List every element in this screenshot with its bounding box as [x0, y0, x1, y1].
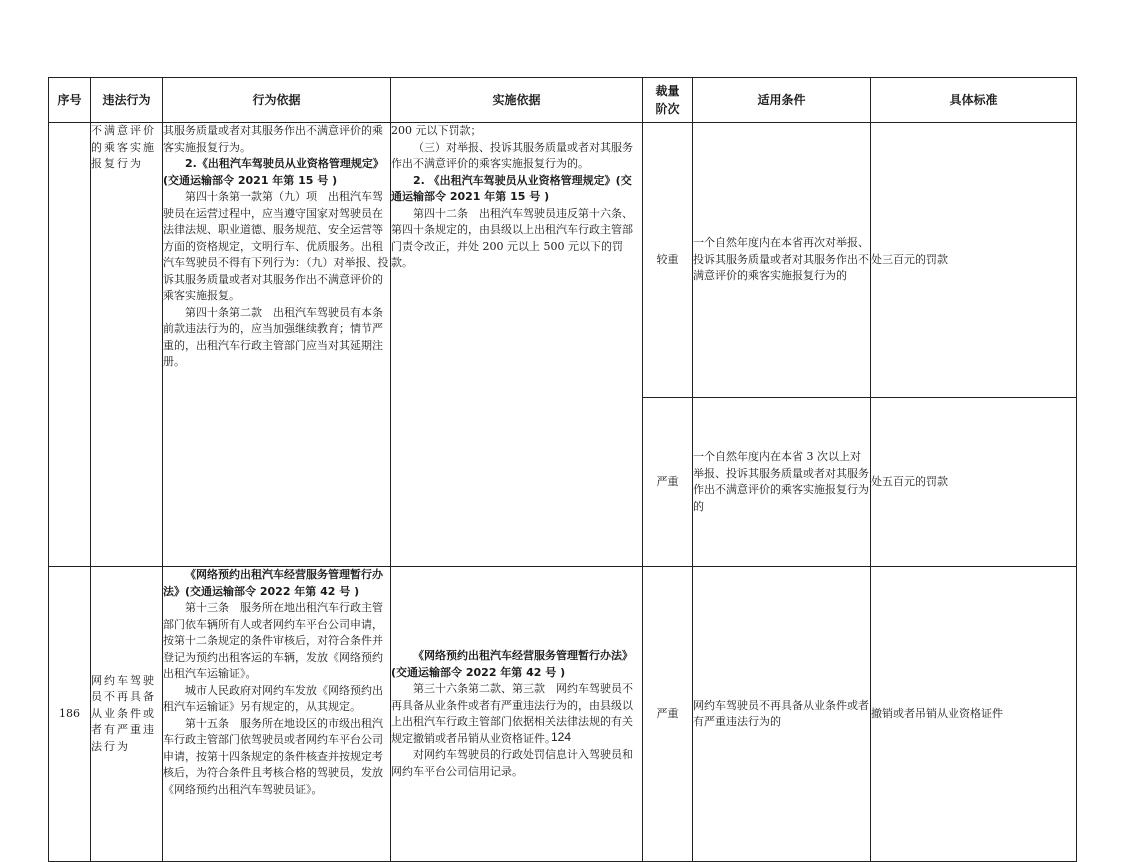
table-row [49, 567, 1077, 862]
header-standard: 具体标准 [871, 78, 1077, 123]
violation-cell: 网约车驾驶员不再具备从业条件或者有严重违法行为 [91, 567, 163, 862]
header-implementation: 实施依据 [391, 78, 643, 123]
implementation-text: 对网约车驾驶员的行政处罚信息计入驾驶员和网约车平台公司信用记录。 [391, 748, 633, 778]
basis-text: 第十五条 服务所在地设区的市级出租汽车行政主管部门依驾驶员或者网约车平台公司申请，按第十四条规定的条件核查并按规定考核后，为符合条件且考核合格的驾驶员，发放《网络预约出租汽车驾驶员证》。 [163, 716, 383, 796]
header-level-line1: 裁量 [655, 84, 680, 98]
violation-cell [91, 123, 163, 567]
basis-text: 其服务质量或者对其服务作出不满意评价的乘客实施报复行为。 [163, 124, 383, 154]
index-cell [49, 123, 91, 567]
standard-cell: 处三百元的罚款 [871, 123, 1077, 398]
implementation-text: 200 元以下罚款； [391, 124, 482, 137]
header-level [643, 78, 693, 123]
table-row [49, 123, 1077, 398]
level-cell: 严重 [643, 398, 693, 567]
implementation-regulation-title: 《网络预约出租汽车经营服务管理暂行办法》(交通运输部令 2022 年第 42 号 ) [391, 649, 633, 679]
implementation-text: （三）对举报、投诉其服务质量或者对其服务作出不满意评价的乘客实施报复行为的。 [391, 140, 633, 170]
basis-cell [163, 567, 391, 862]
implementation-text: 第四十二条 出租汽车驾驶员违反第十六条、第四十条规定的，由县级以上出租汽车行政主管部门责令改正，并处 200 元以上 500 元以下的罚款。 [391, 206, 633, 269]
implementation-cell [391, 567, 643, 862]
header-conditions: 适用条件 [693, 78, 871, 123]
basis-regulation-title: 《网络预约出租汽车经营服务管理暂行办法》(交通运输部令 2022 年第 42 号 ) [163, 568, 383, 598]
header-index: 序号 [49, 78, 91, 123]
basis-text: 城市人民政府对网约车发放《网络预约出租汽车运输证》另有规定的，从其规定。 [163, 683, 383, 713]
condition-cell: 一个自然年度内在本省再次对举报、投诉其服务质量或者对其服务作出不满意评价的乘客实施报复行为的 [693, 123, 871, 398]
enforcement-standards-table [48, 77, 1077, 862]
violation-text: 不满意评价的乘客实施报复行为 [91, 124, 156, 170]
standard-cell: 处五百元的罚款 [871, 398, 1077, 567]
index-cell: 186 [49, 567, 91, 862]
implementation-regulation-title: 2. 《出租汽车驾驶员从业资格管理规定》(交通运输部令 2021 年第 15 号 ) [391, 173, 632, 203]
level-cell: 较重 [643, 123, 693, 398]
condition-cell: 一个自然年度内在本省 3 次以上对举报、投诉其服务质量或者对其服务作出不满意评价的乘客实施报复行为的 [693, 398, 871, 567]
implementation-text: 第三十六条第二款、第三款 网约车驾驶员不再具备从业条件或者有严重违法行为的，由县级以上出租汽车行政主管部门依据相关法律法规的有关规定撤销或者吊销从业资格证件。 [391, 682, 633, 745]
implementation-cell [391, 123, 643, 567]
basis-text: 第四十条第一款第（九）项 出租汽车驾驶员在运营过程中，应当遵守国家对驾驶员在法律法规、职业道德、服务规范、安全运营等方面的资格规定，文明行车、优质服务。出租汽车驾驶员不得有下列行为：（九）对举报、投诉其服务质量或者对其服务作出不满意评价的乘客实施报复。 [163, 190, 389, 302]
basis-regulation-title: 2.《出租汽车驾驶员从业资格管理规定》(交通运输部令 2021 年第 15 号 ) [163, 157, 384, 187]
basis-cell [163, 123, 391, 567]
page-number: 124 [550, 730, 572, 744]
table-header-row [49, 78, 1077, 123]
level-cell: 严重 [643, 567, 693, 862]
basis-text: 第四十条第二款 出租汽车驾驶员有本条前款违法行为的，应当加强继续教育；情节严重的，出租汽车行政主管部门应当对其延期注册。 [163, 305, 383, 368]
basis-text: 第十三条 服务所在地出租汽车行政主管部门依车辆所有人或者网约车平台公司申请，按第十二条规定的条件审核后，对符合条件并登记为预约出租客运的车辆，发放《网络预约出租汽车运输证》。 [163, 601, 383, 680]
standard-cell: 撤销或者吊销从业资格证件 [871, 567, 1077, 862]
condition-cell: 网约车驾驶员不再具备从业条件或者有严重违法行为的 [693, 567, 871, 862]
header-violation: 违法行为 [91, 78, 163, 123]
header-level-line2: 阶次 [655, 102, 680, 116]
header-basis: 行为依据 [163, 78, 391, 123]
